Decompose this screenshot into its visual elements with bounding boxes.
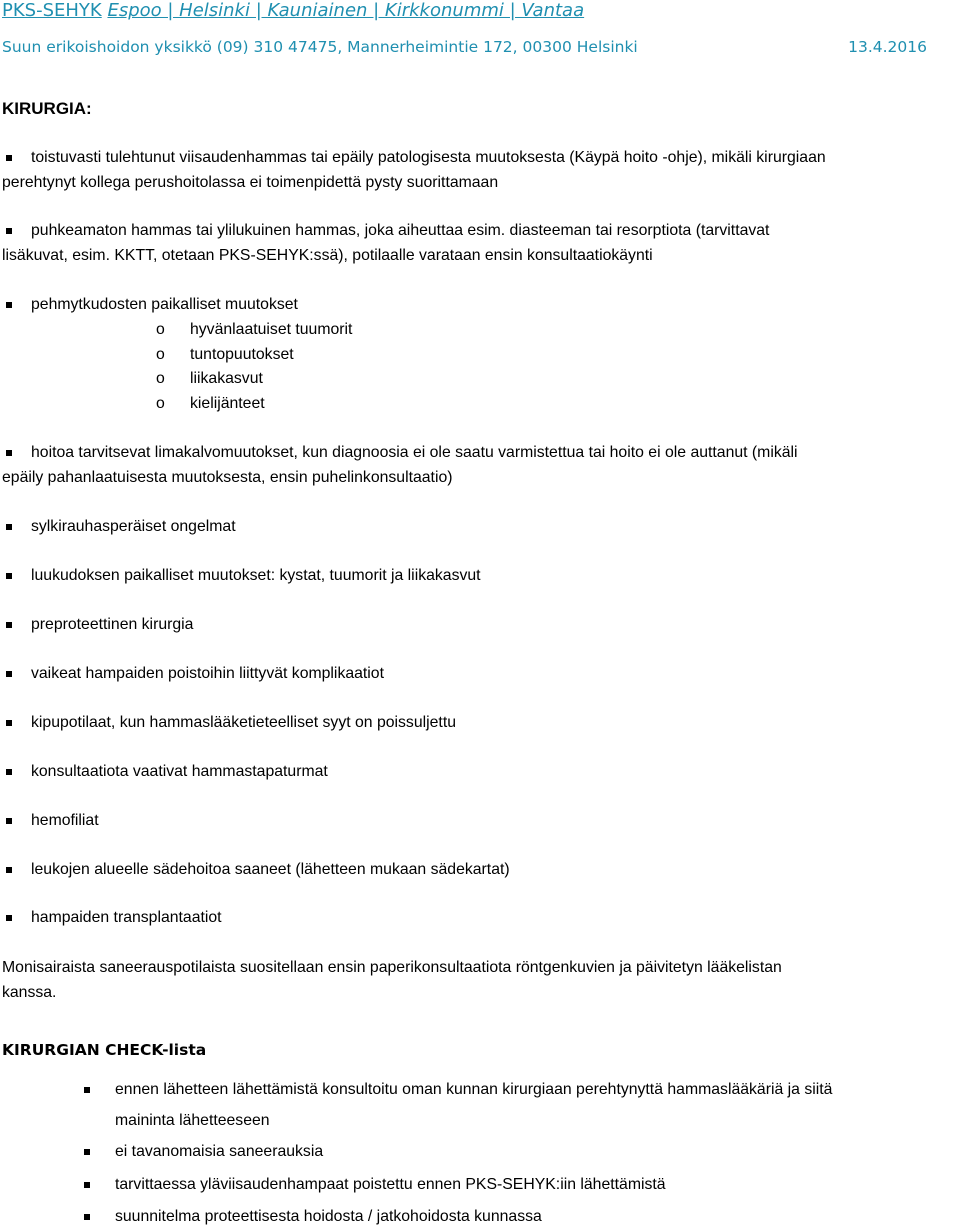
cities-list: Espoo | Helsinki | Kauniainen | Kirkkonummi | Vantaa	[107, 0, 585, 21]
checklist-item-continuation: maininta lähetteeseen	[115, 1112, 270, 1129]
bullet-square	[6, 228, 12, 234]
unit-address: Suun erikoishoidon yksikkö (09) 310 47475, Mannerheimintie 172, 00300 Helsinki	[2, 38, 638, 56]
bullet-square	[84, 1182, 90, 1188]
list-item: luukudoksen paikalliset muutokset: kystat, tuumorit ja liikakasvut	[31, 567, 481, 584]
bullet-square	[6, 524, 12, 530]
list-item: toistuvasti tulehtunut viisaudenhammas tai epäily patologisesta muutoksesta (Käypä hoito -ohje), mikäli kirurgiaan	[31, 149, 826, 166]
list-item: sylkirauhasperäiset ongelmat	[31, 518, 236, 535]
sub-list-item: tuntopuutokset	[190, 346, 294, 363]
bullet-square	[6, 573, 12, 579]
list-item: hampaiden transplantaatiot	[31, 909, 222, 926]
bullet-square	[84, 1149, 90, 1155]
list-item-continuation: epäily pahanlaatuisesta muutoksesta, ensin puhelinkonsultaatio)	[2, 469, 453, 486]
list-item-continuation: lisäkuvat, esim. KKTT, otetaan PKS-SEHYK:ssä), potilaalle varataan ensin konsultaatiokäynti	[2, 247, 653, 264]
document-date: 13.4.2016	[848, 38, 927, 56]
sub-list-item: kielijänteet	[190, 395, 265, 412]
list-item: leukojen alueelle sädehoitoa saaneet (lähetteen mukaan sädekartat)	[31, 861, 510, 878]
section-title: KIRURGIA:	[2, 99, 92, 118]
checklist-item: ei tavanomaisia saneerauksia	[115, 1143, 324, 1160]
org-name: PKS-SEHYK	[2, 0, 102, 21]
bullet-square	[6, 720, 12, 726]
bullet-square	[6, 302, 12, 308]
bullet-square	[6, 915, 12, 921]
bullet-square	[6, 769, 12, 775]
bullet-square	[84, 1214, 90, 1220]
bullet-square	[6, 671, 12, 677]
note-paragraph-continuation: kanssa.	[2, 984, 57, 1001]
header-org-line	[2, 0, 584, 21]
sub-bullet-marker: o	[156, 321, 165, 338]
list-item: preproteettinen kirurgia	[31, 616, 194, 633]
bullet-square	[6, 622, 12, 628]
header-address-line	[2, 38, 927, 56]
list-item: puhkeamaton hammas tai ylilukuinen hammas, joka aiheuttaa esim. diasteeman tai resorptiota (tarvittavat	[31, 222, 770, 239]
checklist-item: suunnitelma proteettisesta hoidosta / jatkohoidosta kunnassa	[115, 1208, 542, 1225]
checklist-item: ennen lähetteen lähettämistä konsultoitu oman kunnan kirurgiaan perehtynyttä hammaslääkäriä ja siitä	[115, 1081, 833, 1098]
bullet-square	[6, 867, 12, 873]
list-item: pehmytkudosten paikalliset muutokset	[31, 296, 298, 313]
list-item: vaikeat hampaiden poistoihin liittyvät komplikaatiot	[31, 665, 384, 682]
bullet-square	[84, 1087, 90, 1093]
sub-bullet-marker: o	[156, 370, 165, 387]
list-item: kipupotilaat, kun hammaslääketieteelliset syyt on poissuljettu	[31, 714, 456, 731]
bullet-square	[6, 155, 12, 161]
note-paragraph: Monisairaista saneerauspotilaista suositellaan ensin paperikonsultaatiota röntgenkuvien ja päivitetyn lääkelistan	[2, 959, 782, 976]
list-item: konsultaatiota vaativat hammastapaturmat	[31, 763, 328, 780]
checklist-title: KIRURGIAN CHECK-lista	[2, 1041, 207, 1059]
sub-bullet-marker: o	[156, 395, 165, 412]
list-item: hemofiliat	[31, 812, 99, 829]
bullet-square	[6, 450, 12, 456]
sub-list-item: hyvänlaatuiset tuumorit	[190, 321, 353, 338]
list-item: hoitoa tarvitsevat limakalvomuutokset, kun diagnoosia ei ole saatu varmistettua tai hoito ei ole auttanut (mikäli	[31, 444, 798, 461]
list-item-continuation: perehtynyt kollega perushoitolassa ei toimenpidettä pysty suorittamaan	[2, 174, 499, 191]
bullet-square	[6, 818, 12, 824]
sub-bullet-marker: o	[156, 346, 165, 363]
sub-list-item: liikakasvut	[190, 370, 263, 387]
checklist-item: tarvittaessa yläviisaudenhampaat poistettu ennen PKS-SEHYK:iin lähettämistä	[115, 1176, 666, 1193]
